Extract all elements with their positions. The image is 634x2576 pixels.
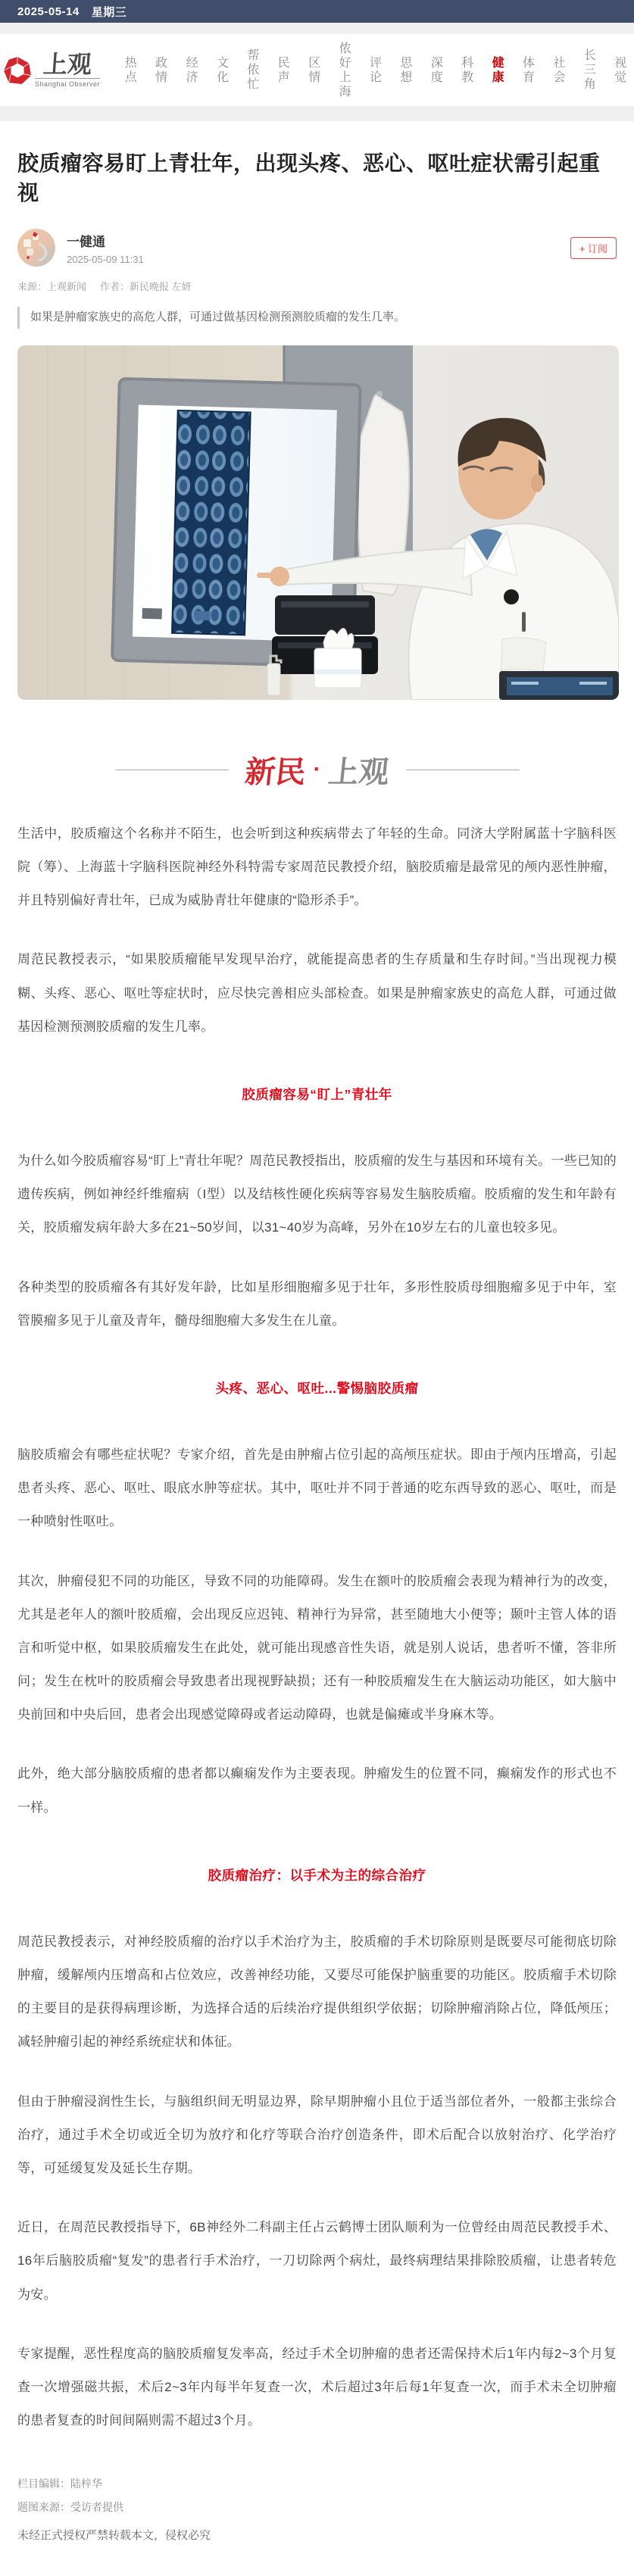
author-meta bbox=[67, 231, 144, 265]
body-paragraph: 其次，肿瘤侵犯不同的功能区，导致不同的功能障碍。发生在额叶的胶质瘤会表现为精神行为的改变，尤其是老年人的额叶胶质瘤，会出现反应迟钝、精神行为异常，甚至随地大小便等；颞叶主管人体的语言和听觉中枢，如果胶质瘤发生在此处，就可能出现感音性失语，就是别人说话，患者听不懂，答非所问；发生在枕叶的胶质瘤会导致患者出现视野缺损；还有一种胶质瘤发生在大脑运动功能区，如大脑中央前回和中央后回，患者会出现感觉障碍或者运动障碍，也就是偏瘫或半身麻木等。 bbox=[17, 1573, 617, 1722]
nav-item-13[interactable]: 健康 bbox=[490, 55, 504, 85]
section-heading: 胶质瘤容易“盯上”青壮年 bbox=[242, 1087, 392, 1102]
nav-item-8[interactable]: 侬好上海 bbox=[337, 41, 351, 99]
nav-item-3[interactable]: 经济 bbox=[184, 55, 198, 85]
nav-item-9[interactable]: 评论 bbox=[367, 55, 381, 85]
footer-editor: 栏目编辑：陆梓华 bbox=[17, 2478, 102, 2490]
nav-item-16[interactable]: 长三角 bbox=[582, 48, 595, 92]
subscribe-button[interactable]: + 订阅 bbox=[570, 237, 617, 259]
footer-copyright-notice: 未经正式授权严禁转载本文，侵权必究 bbox=[17, 2528, 211, 2542]
nav-item-11[interactable]: 深度 bbox=[429, 55, 442, 85]
shangguan-logo[interactable] bbox=[3, 52, 100, 88]
brand-shangguan-text: 上观 bbox=[326, 754, 391, 789]
divider-band-top bbox=[0, 23, 634, 34]
body-paragraph: 各种类型的胶质瘤各有其好发年龄，比如星形细胞瘤多见于壮年，多形性胶质母细胞瘤多见于中年，室管膜瘤多见于儿童及青年，髓母细胞瘤大多发生在儿童。 bbox=[17, 1279, 617, 1328]
nav-item-7[interactable]: 区情 bbox=[306, 55, 320, 85]
brand-dot: · bbox=[313, 757, 321, 782]
avatar[interactable] bbox=[17, 229, 55, 267]
nav-item-14[interactable]: 体育 bbox=[520, 55, 534, 85]
source-row bbox=[17, 279, 617, 293]
nav-item-2[interactable]: 政情 bbox=[153, 55, 167, 85]
nav-item-17[interactable]: 视觉 bbox=[612, 55, 626, 85]
top-date-bar bbox=[0, 0, 634, 23]
footer-image-source: 题图来源：受访者提供 bbox=[17, 2501, 123, 2514]
shangguan-logo-icon bbox=[3, 56, 32, 85]
nav-item-4[interactable]: 文化 bbox=[214, 55, 228, 85]
section-heading: 胶质瘤治疗：以手术为主的综合治疗 bbox=[208, 1867, 426, 1883]
body-paragraph: 脑胶质瘤会有哪些症状呢？专家介绍，首先是由肿瘤占位引起的高颅压症状。即由于颅内压增高，引起患者头疼、恶心、呕吐、眼底水肿等症状。其中，呕吐并不同于普通的吃东西导致的恶心、呕吐，而是一种喷射性呕吐。 bbox=[17, 1447, 617, 1529]
article-container bbox=[0, 148, 634, 2576]
nav-items bbox=[114, 34, 634, 106]
hero-photo bbox=[17, 345, 619, 700]
page-title: 胶质瘤容易盯上青壮年，出现头疼、恶心、呕吐症状需引起重视 bbox=[17, 151, 601, 205]
nav-item-10[interactable]: 思想 bbox=[398, 55, 411, 85]
site-header bbox=[0, 34, 634, 106]
current-weekday: 星期三 bbox=[91, 5, 127, 19]
logo-english-text: Shanghai Observer bbox=[35, 78, 100, 88]
body-paragraph: 专家提醒，恶性程度高的脑胶质瘤复发率高，经过手术全切肿瘤的患者还需保持术后1年内每2~3个月复查一次增强磁共振，术后2~3年内每半年复查一次，术后超过3年后每1年复查一次，而手术未全切肿瘤的患者复查的时间间隔则需不超过3个月。 bbox=[17, 2346, 617, 2428]
source-label: 来源：上观新闻 bbox=[17, 281, 87, 293]
body-paragraph: 生活中，胶质瘤这个名称并不陌生，也会听到这种疾病带去了年轻的生命。同济大学附属蓝十字脑科医院（筹）、上海蓝十字脑科医院神经外科特需专家周范民教授介绍，脑胶质瘤是最常见的颅内恶性肿瘤，并且特别偏好青壮年，已成为威胁青壮年健康的“隐形杀手”。 bbox=[17, 826, 617, 908]
nav-item-6[interactable]: 民声 bbox=[276, 55, 289, 85]
nav-item-12[interactable]: 科教 bbox=[459, 55, 473, 85]
author-name[interactable]: 一健通 bbox=[67, 234, 105, 249]
article-footer bbox=[17, 2472, 617, 2576]
body-paragraph: 近日，在周范民教授指导下，6B神经外二科副主任占云鹤博士团队顺利为一位曾经由周范民教授手术、16年后脑胶质瘤“复发”的患者行手术治疗，一刀切除两个病灶，最终病理结果排除胶质瘤，让患者转危为安。 bbox=[17, 2220, 617, 2302]
body-paragraph: 此外，绝大部分脑胶质瘤的患者都以癫痫发作为主要表现。肿瘤发生的位置不同，癫痫发作的形式也不一样。 bbox=[17, 1766, 617, 1815]
body-paragraph: 周范民教授表示，对神经胶质瘤的治疗以手术治疗为主，胶质瘤的手术切除原则是既要尽可能彻底切除肿瘤，缓解颅内压增高和占位效应，改善神经功能，又要尽可能保护脑重要的功能区。胶质瘤手术切除的主要目的是获得病理诊断，为选择合适的后续治疗提供组织学依据；切除肿瘤消除占位，降低颅压；减轻肿瘤引起的神经系统症状和体征。 bbox=[17, 1934, 617, 2050]
nav-item-15[interactable]: 社会 bbox=[551, 55, 564, 85]
divider-band-bottom bbox=[0, 106, 634, 121]
brand-logo-row bbox=[17, 748, 617, 792]
body-paragraph: 周范民教授表示，“如果胶质瘤能早发现早治疗，就能提高患者的生存质量和生存时间。”当出现视力模糊、头疼、恶心、呕吐等症状时，应尽快完善相应头部检查。如果是肿瘤家族史的高危人群，可通过做基因检测预测胶质瘤的发生几率。 bbox=[17, 952, 617, 1034]
writer-label: 作者：新民晚报 左妍 bbox=[100, 281, 192, 293]
article-summary-quote: 如果是肿瘤家族史的高危人群，可通过做基因检测预测胶质瘤的发生几率。 bbox=[17, 307, 617, 329]
author-row bbox=[17, 229, 617, 267]
nav-item-5[interactable]: 帮侬忙 bbox=[245, 48, 258, 92]
logo-chinese-text: 上观 bbox=[42, 51, 93, 78]
publish-date: 2025-05-09 11:31 bbox=[67, 253, 144, 265]
body-paragraph: 但由于肿瘤浸润性生长，与脑组织间无明显边界，除早期肿瘤小且位于适当部位者外，一般都主张综合治疗，通过手术全切或近全切为放疗和化疗等联合治疗创造条件，即术后配合以放射治疗、化学治疗等，可延缓复发及延长生存期。 bbox=[17, 2094, 617, 2175]
avatar-image bbox=[17, 229, 55, 267]
brand-xinmin-text: 新民 bbox=[242, 754, 308, 789]
nav-item-1[interactable]: 热点 bbox=[123, 55, 136, 85]
current-date: 2025-05-14 bbox=[17, 5, 80, 18]
body-paragraph: 为什么如今胶质瘤容易“盯上”青壮年呢？周范民教授指出，胶质瘤的发生与基因和环境有关。一些已知的遗传疾病，例如神经纤维瘤病（I型）以及结核性硬化疾病等容易发生脑胶质瘤。胶质瘤的发生和年龄有关，胶质瘤发病年龄大多在21~50岁间，以31~40岁为高峰，另外在10岁左右的儿童也较多见。 bbox=[17, 1154, 617, 1235]
section-heading: 头疼、恶心、呕吐...警惕脑胶质瘤 bbox=[215, 1380, 419, 1396]
article-body bbox=[17, 817, 617, 2437]
